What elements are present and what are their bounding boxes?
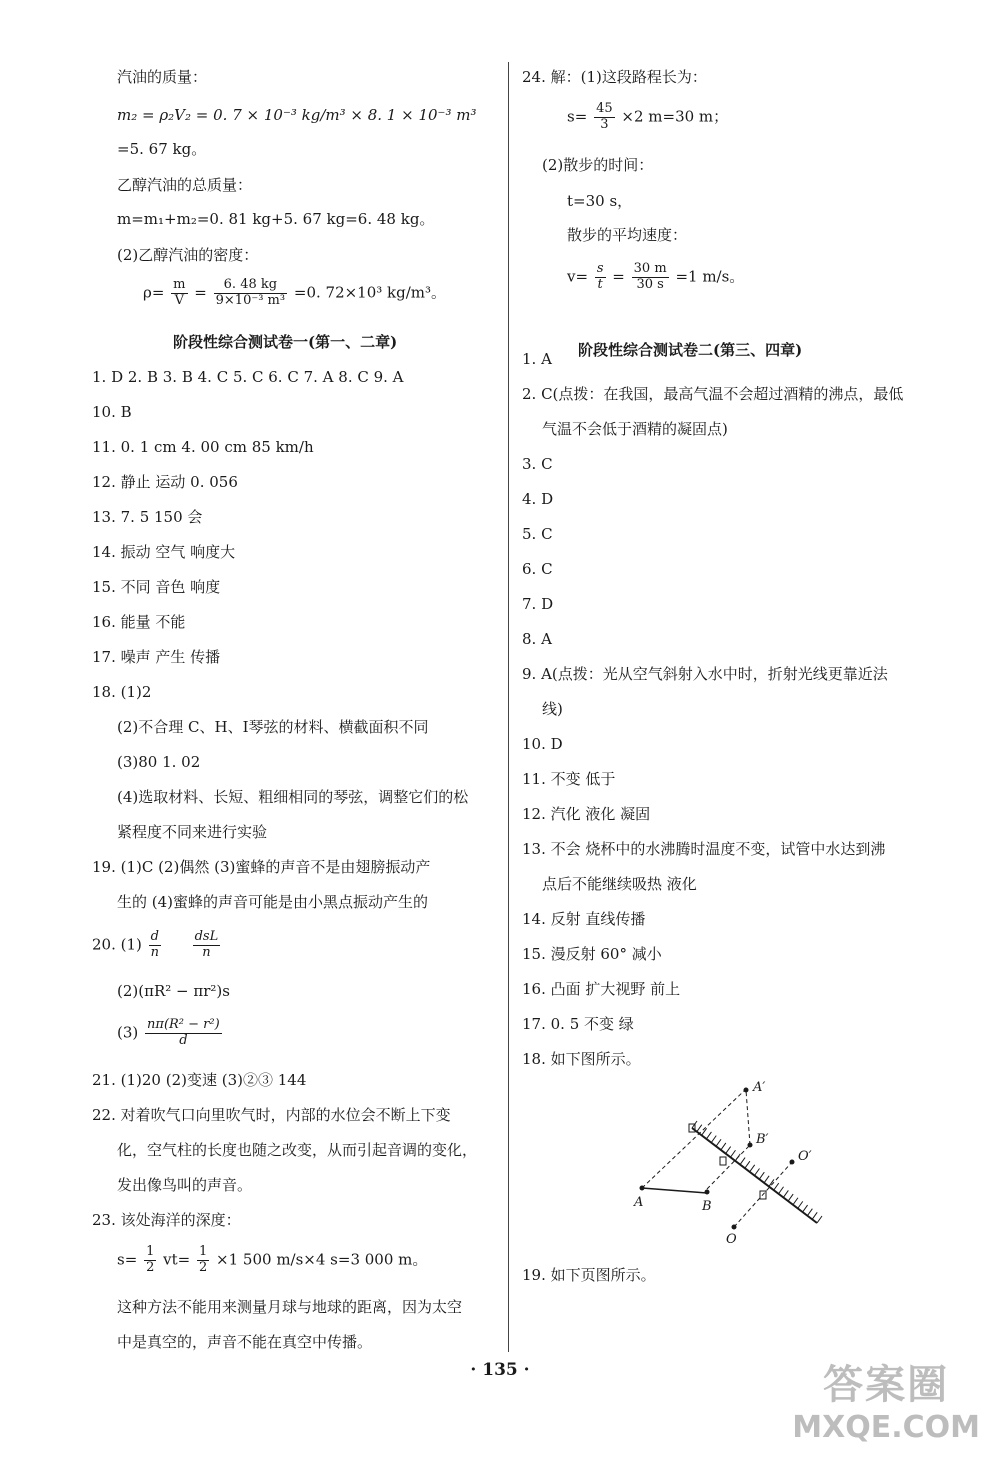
fraction: $\frac{\text{dsL}}{n}$ (194, 929, 219, 960)
answer-line-20: 20. (1) $\frac{d}{n}$ $\frac{\text{dsL}}{n}$ (92, 929, 219, 960)
answer-line: 生的 (4)蜜蜂的声音可能是由小黑点振动产生的 (117, 893, 429, 911)
answer-line: 15. 不同 音色 响度 (92, 578, 221, 596)
answer-line: 16. 能量 不能 (92, 613, 186, 631)
answer-line: (4)选取材料、长短、粗细相同的琴弦，调整它们的松 (117, 788, 469, 806)
mirror-hatch (721, 1143, 726, 1150)
fraction: $\frac{30 m}{30 s}$ (633, 261, 667, 292)
answer-line: (2)不合理 C、H、I琴弦的材料、横截面积不同 (117, 718, 429, 736)
answer-line: 8. A (522, 630, 552, 648)
answer-line: 2. C(点拨：在我国，最高气温不会超过酒精的沸点，最低 (522, 385, 904, 403)
page-number: · 135 · (470, 1360, 530, 1380)
answer-line: 这种方法不能用来测量月球与地球的距离，因为太空 (117, 1298, 463, 1316)
depth-formula: s= $\frac{1}{2}$ vt= $\frac{1}{2}$ ×1 500 m/s×4 s=3 000 m。 (117, 1244, 428, 1275)
mirror-hatch (745, 1161, 750, 1168)
answer-line: 12. 汽化 液化 凝固 (522, 805, 651, 823)
mirror-hatch (706, 1132, 711, 1139)
answer-line: 17. 噪声 产生 传播 (92, 648, 221, 666)
point-O-prime (790, 1160, 795, 1165)
mirror-reflection-diagram (622, 1075, 852, 1250)
point-A (640, 1186, 645, 1191)
label-O-prime: O′ (798, 1149, 812, 1164)
mirror-hatch (730, 1150, 735, 1157)
point-B-prime (748, 1143, 753, 1148)
label-B-prime: B′ (756, 1132, 769, 1147)
section-heading: 阶段性综合测试卷二(第三、四章) (578, 341, 803, 359)
answer-line: 9. A(点拨：光从空气斜射入水中时，折射光线更靠近法 (522, 665, 888, 683)
fraction: $\frac{1}{2}$ (198, 1244, 208, 1275)
answer-line: t=30 s， (567, 192, 633, 210)
fraction: $\frac{\text{nπ(R² − r²)}}{d}$ (147, 1017, 220, 1048)
formula-line: m=m₁+m₂=0. 81 kg+5. 67 kg=6. 48 kg。 (117, 210, 435, 228)
formula-line: m₂ = ρ₂V₂ = 0. 7 × 10⁻³ kg/m³ × 8. 1 × 10⁻³ m³ (117, 106, 477, 124)
answer-line: 12. 静止 运动 0. 056 (92, 473, 238, 491)
answer-line: 1. D 2. B 3. B 4. C 5. C 6. C 7. A 8. C 9. A (92, 368, 404, 386)
line-A-to-A-prime (642, 1090, 745, 1188)
speed-formula: v= $\frac{s}{t}$ = $\frac{30 m}{30 s}$ =1 m/s。 (567, 261, 745, 292)
answer-line: 5. C (522, 525, 553, 543)
mirror-hatch (764, 1176, 769, 1183)
mirror-hatch (774, 1183, 779, 1190)
distance-formula: s= $\frac{45}{3}$ ×2 m=30 m； (567, 101, 729, 132)
mirror-hatch (788, 1194, 793, 1201)
label-A: A (634, 1195, 644, 1210)
answer-line: 线) (542, 700, 563, 718)
point-O (732, 1225, 737, 1230)
answer-line: (3) $\frac{\text{nπ(R² − r²)}}{d}$ (117, 1017, 220, 1048)
answer-line: 15. 漫反射 60° 减小 (522, 945, 662, 963)
answer-line: 14. 振动 空气 响度大 (92, 543, 236, 561)
point-A-prime (744, 1088, 749, 1093)
mirror-hatch (759, 1172, 764, 1179)
answer-line: 13. 不会 烧杯中的水沸腾时温度不变，试管中水达到沸 (522, 840, 886, 858)
answer-line: 16. 凸面 扩大视野 前上 (522, 980, 681, 998)
answer-line: (2)(πR² − πr²)s (117, 982, 230, 1000)
mirror-hatch (803, 1205, 808, 1212)
answer-line: 19. 如下页图所示。 (522, 1266, 656, 1284)
mirror-hatch (755, 1169, 760, 1176)
answer-line: 19. (1)C (2)偶然 (3)蜜蜂的声音不是由翅膀振动产 (92, 858, 431, 876)
answer-line: 1. A (522, 350, 552, 368)
label-B: B (702, 1199, 712, 1214)
answer-line: 紧程度不同来进行实验 (117, 823, 268, 841)
label-O: O (726, 1232, 737, 1247)
text-line: (2)乙醇汽油的密度： (117, 246, 259, 264)
answer-line: 散步的平均速度： (567, 226, 688, 244)
line-O-to-O-prime (734, 1162, 792, 1227)
answer-line: 点后不能继续吸热 液化 (542, 875, 697, 893)
answer-line: 气温不会低于酒精的凝固点) (542, 420, 728, 438)
right-angle-mark (720, 1157, 726, 1165)
watermark-url: MXQE.COM (792, 1410, 980, 1445)
fraction: $\frac{6. 48 kg}{\text{9×10⁻³ m³}}$ (215, 277, 286, 308)
watermark (792, 1353, 980, 1445)
label-A-prime: A′ (753, 1080, 766, 1095)
answer-line: (3)80 1. 02 (117, 753, 201, 771)
answer-line: 18. 如下图所示。 (522, 1050, 641, 1068)
point-B (705, 1190, 710, 1195)
fraction: $\frac{45}{3}$ (596, 101, 613, 132)
mirror-hatch (817, 1216, 822, 1223)
answer-line: 3. C (522, 455, 553, 473)
answer-line: 10. D (522, 735, 563, 753)
mirror-hatch (697, 1125, 702, 1132)
answer-line: 13. 7. 5 150 会 (92, 508, 203, 526)
answer-line: 化，空气柱的长度也随之改变，从而引起音调的变化， (117, 1141, 478, 1159)
fraction: $\frac{s}{t}$ (596, 261, 604, 292)
mirror-hatch (793, 1198, 798, 1205)
mirror-hatch (740, 1158, 745, 1165)
answer-line: 4. D (522, 490, 554, 508)
answer-line: (2)散步的时间： (542, 156, 654, 174)
watermark-logo-text: 答案圈 (823, 1362, 950, 1408)
answer-line: 中是真空的，声音不能在真空中传播。 (117, 1333, 373, 1351)
image-A-prime-B-prime (746, 1090, 750, 1145)
answer-line: 22. 对着吹气口向里吹气时，内部的水位会不断上下变 (92, 1106, 451, 1124)
mirror-hatch (716, 1139, 721, 1146)
object-AB (642, 1188, 707, 1193)
answer-line: 24. 解：(1)这段路程长为： (522, 68, 707, 86)
mirror-hatch (812, 1212, 817, 1219)
mirror-hatch (779, 1187, 784, 1194)
column-divider (508, 62, 509, 1352)
answer-line: 21. (1)20 (2)变速 (3)②③ 144 (92, 1071, 307, 1089)
mirror-hatch (750, 1165, 755, 1172)
text-line: 汽油的质量： (117, 68, 208, 86)
answer-line: 14. 反射 直线传播 (522, 910, 646, 928)
answer-line: 18. (1)2 (92, 683, 152, 701)
answer-line: 发出像鸟叫的声音。 (117, 1176, 253, 1194)
fraction: $\frac{m}{V}$ (173, 277, 186, 308)
formula-line: =5. 67 kg。 (117, 140, 207, 158)
answer-line: 11. 不变 低于 (522, 770, 616, 788)
answer-line: 11. 0. 1 cm 4. 00 cm 85 km/h (92, 438, 314, 456)
mirror-hatch (783, 1190, 788, 1197)
mirror-hatch (798, 1201, 803, 1208)
section-heading: 阶段性综合测试卷一(第一、二章) (173, 333, 398, 351)
answer-line: 23. 该处海洋的深度： (92, 1211, 241, 1229)
answer-line: 17. 0. 5 不变 绿 (522, 1015, 634, 1033)
mirror-hatch (807, 1209, 812, 1216)
fraction: $\frac{d}{n}$ (150, 929, 160, 960)
fraction: $\frac{1}{2}$ (146, 1244, 155, 1275)
mirror-hatch (726, 1147, 731, 1154)
text-line: 乙醇汽油的总质量： (117, 176, 253, 194)
mirror-hatch (711, 1136, 716, 1143)
density-formula: ρ= $\frac{m}{V}$ = $\frac{6. 48 kg}{\text{9×10⁻³ m³}}$ =0. 72×10³ kg/m³。 (143, 277, 447, 308)
answer-line: 6. C (522, 560, 553, 578)
answer-line: 7. D (522, 595, 554, 613)
answer-line: 10. B (92, 403, 132, 421)
